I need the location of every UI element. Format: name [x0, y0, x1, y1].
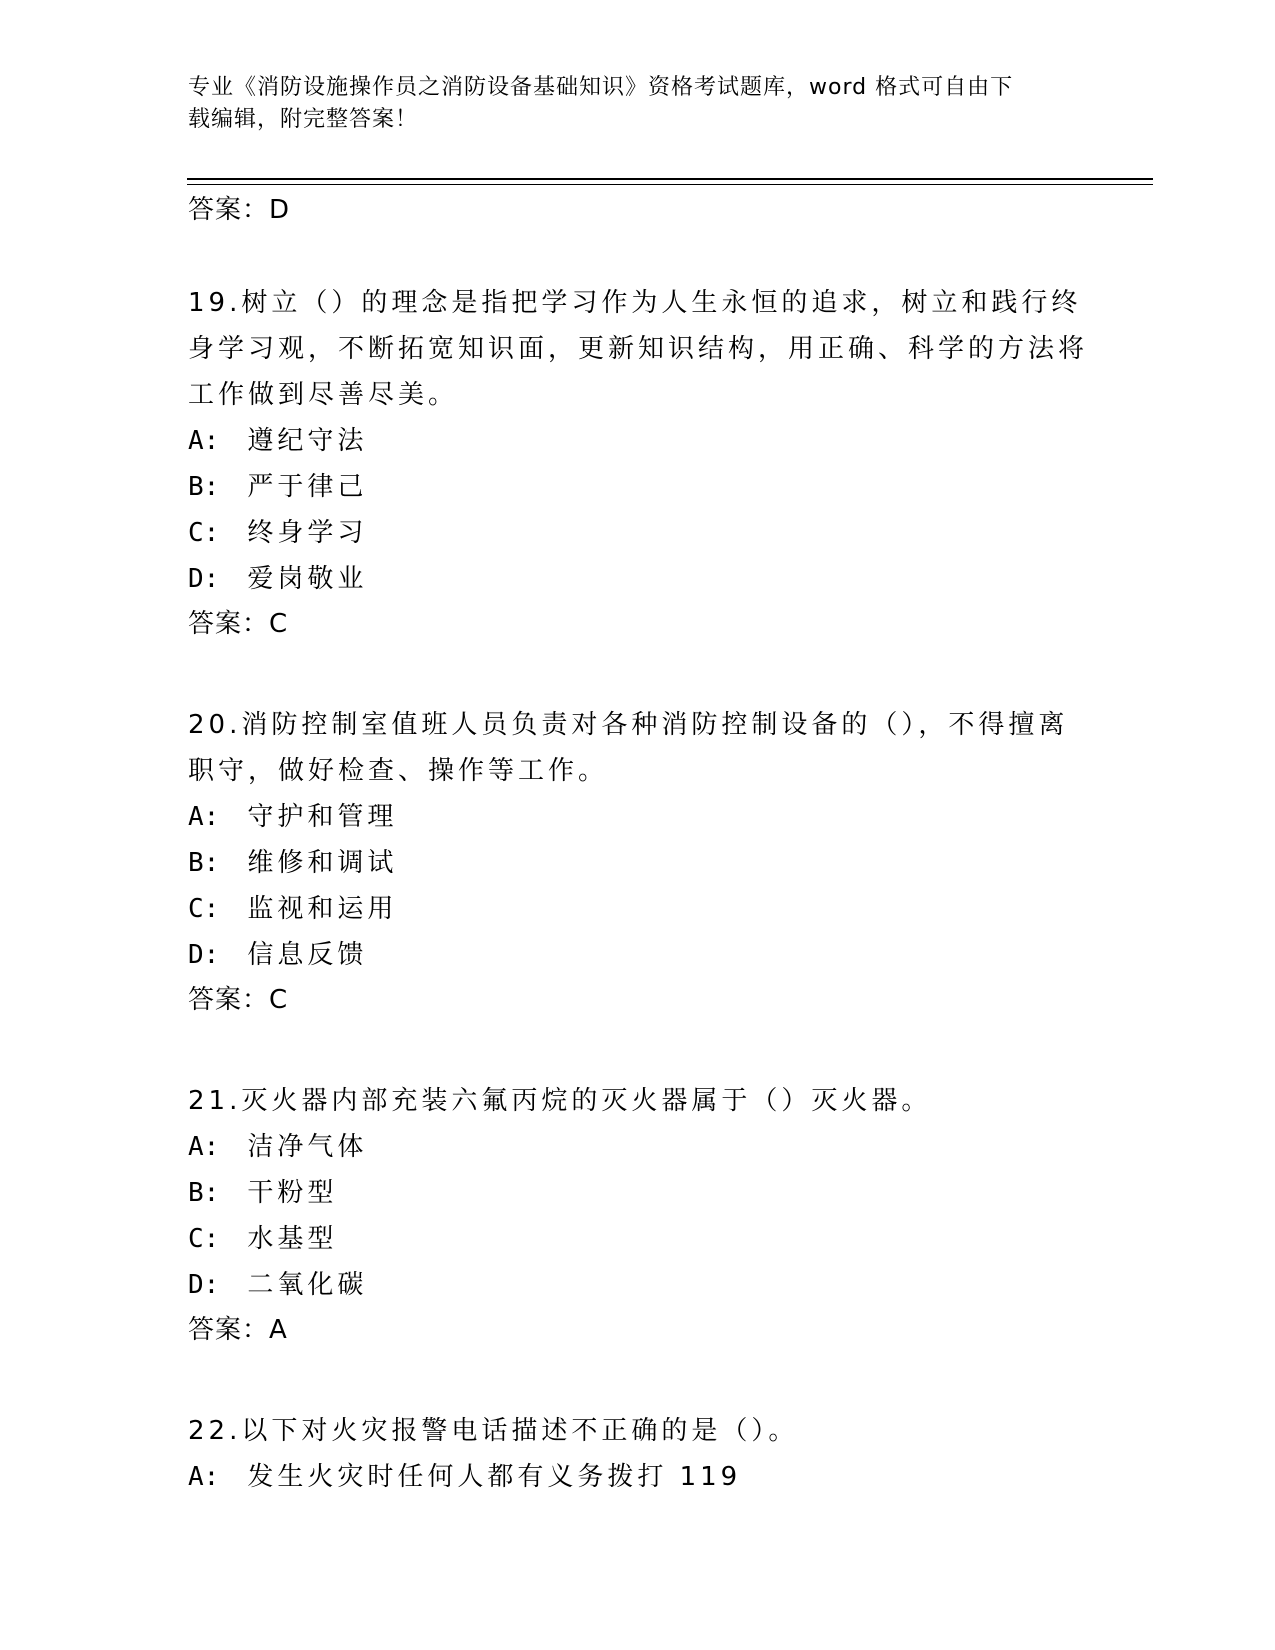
option-text: 二氧化碳 — [247, 1270, 368, 1300]
question-stem: 19.树立（）的理念是指把学习作为人生永恒的追求，树立和践行终身学习观，不断拓宽知识面，更新知识结构，用正确、科学的方法将工作做到尽善尽美。 — [188, 288, 1089, 410]
answer-line: 答案：C — [188, 985, 289, 1015]
answer-line: 答案：A — [188, 1315, 288, 1345]
option-a — [188, 418, 1088, 464]
option-letter: B: — [188, 1178, 220, 1208]
option-letter: C: — [188, 894, 220, 924]
option-text: 遵纪守法 — [247, 426, 368, 456]
question-list — [188, 192, 1088, 1500]
document-header — [188, 72, 1088, 136]
option-letter: C: — [188, 518, 220, 548]
option-letter: B: — [188, 848, 220, 878]
option-b — [188, 840, 1088, 886]
question-item — [188, 702, 1088, 1022]
header-divider-thin — [187, 184, 1153, 185]
option-text: 终身学习 — [247, 518, 368, 548]
option-letter: D: — [188, 940, 220, 970]
option-d — [188, 932, 1088, 978]
option-text: 发生火灾时任何人都有义务拨打 119 — [247, 1462, 742, 1492]
option-text: 信息反馈 — [247, 940, 368, 970]
option-c — [188, 1216, 1088, 1262]
option-letter: A: — [188, 802, 220, 832]
option-text: 守护和管理 — [247, 802, 398, 832]
header-line-2: 载编辑，附完整答案！ — [188, 107, 419, 132]
option-b — [188, 1170, 1088, 1216]
option-text: 爱岗敬业 — [247, 564, 368, 594]
option-text: 严于律己 — [247, 472, 368, 502]
question-item — [188, 1078, 1088, 1352]
option-a — [188, 794, 1088, 840]
question-stem: 22.以下对火灾报警电话描述不正确的是（）。 — [188, 1416, 799, 1446]
option-d — [188, 1262, 1088, 1308]
option-letter: C: — [188, 1224, 220, 1254]
option-letter: B: — [188, 472, 220, 502]
option-text: 水基型 — [247, 1224, 338, 1254]
option-a — [188, 1124, 1088, 1170]
option-letter: A: — [188, 1462, 220, 1492]
question-item — [188, 1408, 1088, 1500]
option-text: 干粉型 — [247, 1178, 338, 1208]
option-c — [188, 510, 1088, 556]
question-item — [188, 280, 1088, 646]
header-line-1: 专业《消防设施操作员之消防设备基础知识》资格考试题库，word 格式可自由下 — [188, 75, 1014, 100]
option-b — [188, 464, 1088, 510]
option-a — [188, 1454, 1088, 1500]
option-letter: A: — [188, 426, 220, 456]
question-stem: 21.灭火器内部充装六氟丙烷的灭火器属于（）灭火器。 — [188, 1086, 932, 1116]
header-divider-thick — [187, 178, 1153, 180]
option-c — [188, 886, 1088, 932]
answer-line: 答案：D — [188, 195, 291, 225]
option-text: 维修和调试 — [247, 848, 398, 878]
option-text: 监视和运用 — [247, 894, 398, 924]
answer-line: 答案：C — [188, 609, 289, 639]
option-d — [188, 556, 1088, 602]
option-letter: A: — [188, 1132, 220, 1162]
option-text: 洁净气体 — [247, 1132, 368, 1162]
option-letter: D: — [188, 1270, 220, 1300]
option-letter: D: — [188, 564, 220, 594]
question-stem: 20.消防控制室值班人员负责对各种消防控制设备的（），不得擅离职守，做好检查、操作等工作。 — [188, 710, 1069, 786]
